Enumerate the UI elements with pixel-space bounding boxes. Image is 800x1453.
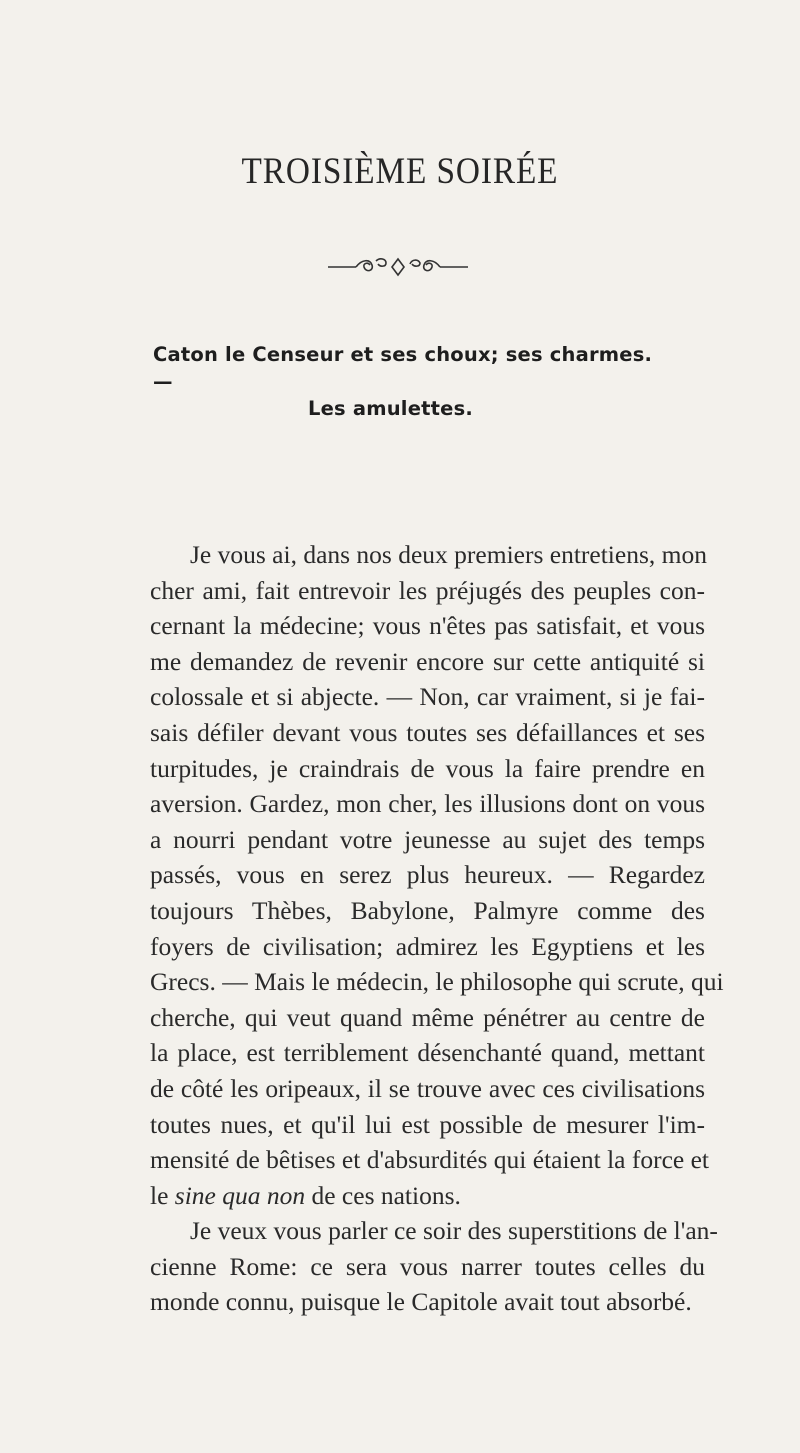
text-line: de côté les oripeaux, il se trouve avec ces civilisations [150, 1073, 705, 1103]
sine-prefix: le [150, 1180, 175, 1210]
text-line: a nourri pendant votre jeunesse au sujet des temps [150, 824, 705, 854]
text-line: passés, vous en serez plus heureux. — Regardez [150, 860, 705, 890]
text-line: Grecs. — Mais le médecin, le philosophe qui scrute, qui [150, 967, 724, 997]
text-line: me demandez de revenir encore sur cette antiquité si [150, 646, 705, 676]
chapter-title: TROISIÈME SOIRÉE [241, 151, 559, 192]
text-line [150, 1178, 705, 1214]
text-line: sais défiler devant vous toutes ses défaillances et ses [150, 717, 705, 747]
fleuron-ornament-icon [328, 253, 468, 277]
text-line: aversion. Gardez, mon cher, les illusions dont on vous [150, 789, 705, 819]
body-text [150, 537, 724, 1320]
text-line: toutes nues, et qu'il lui est possible de mesurer l'im- [150, 1109, 705, 1139]
text-line: la place, est terriblement désenchanté quand, mettant [150, 1038, 705, 1068]
text-line: monde connu, puisque le Capitole avait tout absorbé. [150, 1287, 692, 1317]
summary-line-1: Caton le Censeur et ses choux; ses charmes. — [153, 343, 653, 393]
text-line: toujours Thèbes, Babylone, Palmyre comme des [150, 895, 705, 925]
summary-line-2: Les amulettes. [308, 397, 473, 420]
text-line: mensité de bêtises et d'absurdités qui étaient la force et [150, 1145, 710, 1175]
text-line: cherche, qui veut quand même pénétrer au centre de [150, 1002, 705, 1032]
text-line: foyers de civilisation; admirez les Egyptiens et les [150, 931, 705, 961]
text-line: Je veux vous parler ce soir des superstitions de l'an- [190, 1216, 718, 1246]
text-line: cienne Rome: ce sera vous narrer toutes celles du [150, 1251, 705, 1281]
text-line: colossale et si abjecte. — Non, car vraiment, si je fai- [150, 682, 705, 712]
sine-suffix: de ces nations. [305, 1180, 461, 1210]
text-line: cernant la médecine; vous n'êtes pas satisfait, et vous [150, 611, 705, 641]
text-line: cher ami, fait entrevoir les préjugés des peuples con- [150, 575, 705, 605]
text-line: turpitudes, je craindrais de vous la faire prendre en [150, 753, 705, 783]
text-line: Je vous ai, dans nos deux premiers entretiens, mon [190, 540, 707, 569]
latin-phrase: sine qua non [174, 1180, 306, 1210]
chapter-summary [153, 341, 673, 422]
